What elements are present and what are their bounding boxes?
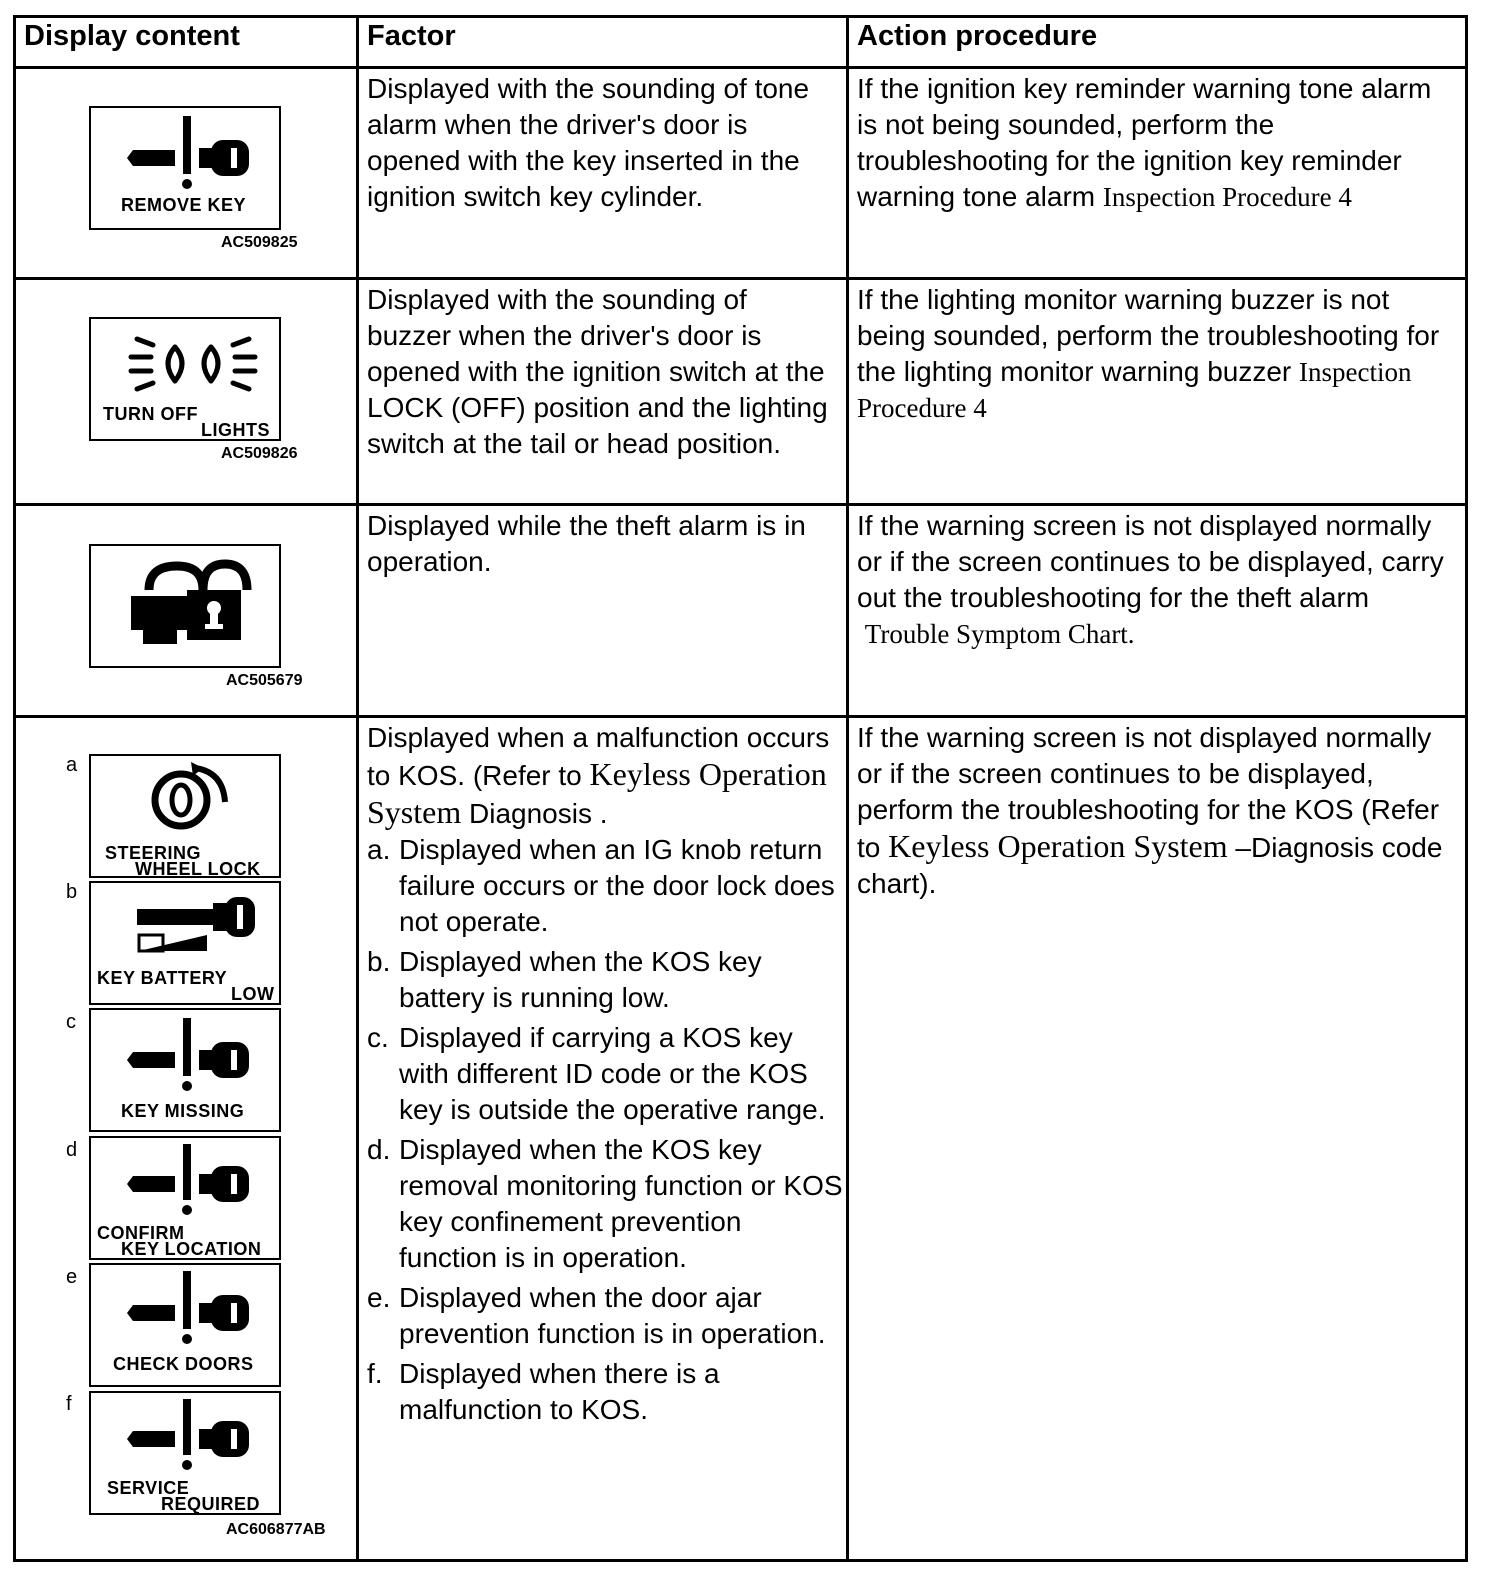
- confirm-label: CONFIRM: [97, 1223, 185, 1243]
- action-cell: [848, 505, 1467, 717]
- factor-sub-list: [359, 832, 846, 1428]
- display-cell: [15, 505, 358, 717]
- list-item: [367, 1356, 846, 1428]
- action-text: [849, 506, 1465, 652]
- list-item-text: Displayed when the KOS key removal monitoring function or KOS key confinement prevention function is in operation.: [399, 1134, 843, 1273]
- panel-letter: f: [66, 1393, 72, 1415]
- table-row: [15, 279, 1467, 505]
- header-display-content: Display content: [15, 17, 358, 68]
- key-missing-display-image: [89, 1008, 281, 1132]
- table-row: [15, 68, 1467, 279]
- factor-cell: [358, 505, 848, 717]
- key-battery-low-display-image: [89, 881, 281, 1005]
- image-code: AC509825: [221, 234, 298, 251]
- factor-text: Displayed with the sounding of buzzer when the driver's door is opened with the ignition switch at the LOCK (OFF) position and the lighting switch at the tail or head position.: [367, 284, 828, 459]
- header-action-procedure: Action procedure: [848, 17, 1467, 68]
- key-battery-label: KEY BATTERY: [97, 968, 228, 988]
- warning-display-table: [13, 15, 1468, 1562]
- action-text: [849, 69, 1465, 215]
- list-item-text: Displayed when the KOS key battery is running low.: [399, 946, 762, 1013]
- table-row: [15, 505, 1467, 717]
- panel-letter: b: [66, 881, 78, 903]
- action-text: [849, 718, 1465, 902]
- factor-cell: [358, 717, 848, 1561]
- key-missing-label: KEY MISSING: [121, 1101, 245, 1121]
- header-factor: Factor: [358, 17, 848, 68]
- action-text-body: If the warning screen is not displayed normally or if the screen continues to be displayed, perform the troubleshooting for the KOS (Refer to: [857, 722, 1440, 863]
- action-cell: [848, 717, 1467, 1561]
- key-location-label: KEY LOCATION: [121, 1239, 262, 1259]
- factor-text: Displayed with the sounding of tone alarm when the driver's door is opened with the key inserted in the ignition switch key cylinder.: [367, 73, 810, 212]
- steering-label: STEERING: [105, 843, 202, 863]
- kos-reference: Keyless Operation System: [888, 828, 1228, 864]
- list-item: [367, 1132, 846, 1276]
- list-item: [367, 1280, 846, 1352]
- action-text-suffix: –Diagnosis code chart).: [857, 832, 1443, 899]
- image-code: AC509826: [221, 445, 298, 462]
- display-cell: [15, 717, 358, 1561]
- low-label: LOW: [231, 984, 275, 1004]
- panel-letter: d: [66, 1139, 78, 1161]
- display-cell: [15, 68, 358, 279]
- inspection-reference: Inspection Procedure 4: [857, 357, 1412, 423]
- factor-intro-text: Displayed when a malfunction occurs to KOS. (Refer to: [367, 722, 830, 791]
- list-marker: e.: [367, 1282, 391, 1313]
- list-item-text: Displayed if carrying a KOS key with different ID code or the KOS key is outside the operative range.: [399, 1022, 826, 1125]
- trouble-symptom-reference: Trouble Symptom Chart.: [864, 619, 1135, 649]
- list-marker: f.: [367, 1358, 383, 1389]
- factor-cell: [358, 68, 848, 279]
- table-row: [15, 717, 1467, 1561]
- required-label: REQUIRED: [161, 1494, 261, 1514]
- factor-intro-suffix: Diagnosis .: [469, 798, 608, 829]
- list-marker: a.: [367, 834, 391, 865]
- turn-off-label: TURN OFF: [103, 404, 198, 424]
- list-item-text: Displayed when the door ajar prevention function is in operation.: [399, 1282, 826, 1349]
- remove-key-display-image: [89, 106, 281, 230]
- service-label: SERVICE: [107, 1478, 190, 1498]
- list-marker: d.: [367, 1134, 391, 1165]
- image-code: AC505679: [226, 672, 303, 689]
- confirm-key-location-display-image: [89, 1136, 281, 1260]
- list-marker: b.: [367, 946, 391, 977]
- steering-wheel-lock-display-image: [89, 754, 281, 878]
- display-cell: [15, 279, 358, 505]
- action-cell: [848, 68, 1467, 279]
- padlock-car-icon: [91, 546, 283, 670]
- list-item: [367, 832, 846, 940]
- check-doors-label: CHECK DOORS: [113, 1354, 254, 1374]
- list-item-text: Displayed when an IG knob return failure occurs or the door lock does not operate.: [399, 834, 835, 937]
- theft-alarm-display-image: [89, 544, 281, 668]
- list-item-text: Displayed when there is a malfunction to KOS.: [399, 1358, 720, 1425]
- wheel-lock-label: WHEEL LOCK: [135, 859, 261, 879]
- factor-text: Displayed while the theft alarm is in operation.: [367, 510, 806, 577]
- panel-letter: c: [66, 1011, 76, 1033]
- panel-letter: a: [66, 754, 78, 776]
- image-code: AC606877AB: [226, 1521, 326, 1538]
- lights-label: LIGHTS: [201, 420, 270, 440]
- kos-reference: Keyless Operation System: [367, 756, 827, 830]
- turn-off-lights-display-image: [89, 317, 281, 441]
- remove-key-label: REMOVE KEY: [121, 195, 247, 215]
- action-cell: [848, 279, 1467, 505]
- inspection-reference: Inspection Procedure 4: [1102, 182, 1352, 212]
- panel-letter: e: [66, 1266, 78, 1288]
- list-item: [367, 1020, 846, 1128]
- action-text-body: If the ignition key reminder warning tone alarm is not being sounded, perform the troubleshooting for the ignition key reminder warning tone alarm: [857, 73, 1432, 212]
- check-doors-display-image: [89, 1263, 281, 1387]
- action-text-body: If the lighting monitor warning buzzer is not being sounded, perform the troubleshooting for the lighting monitor warning buzzer: [857, 284, 1440, 387]
- factor-intro: [359, 718, 846, 832]
- action-text-body: If the warning screen is not displayed normally or if the screen continues to be displayed, carry out the troubleshooting for the theft alarm: [857, 510, 1444, 613]
- header-row: [15, 17, 1467, 68]
- factor-cell: [358, 279, 848, 505]
- service-required-display-image: [89, 1391, 281, 1515]
- action-text: [849, 280, 1465, 426]
- list-marker: c.: [367, 1022, 389, 1053]
- list-item: [367, 944, 846, 1016]
